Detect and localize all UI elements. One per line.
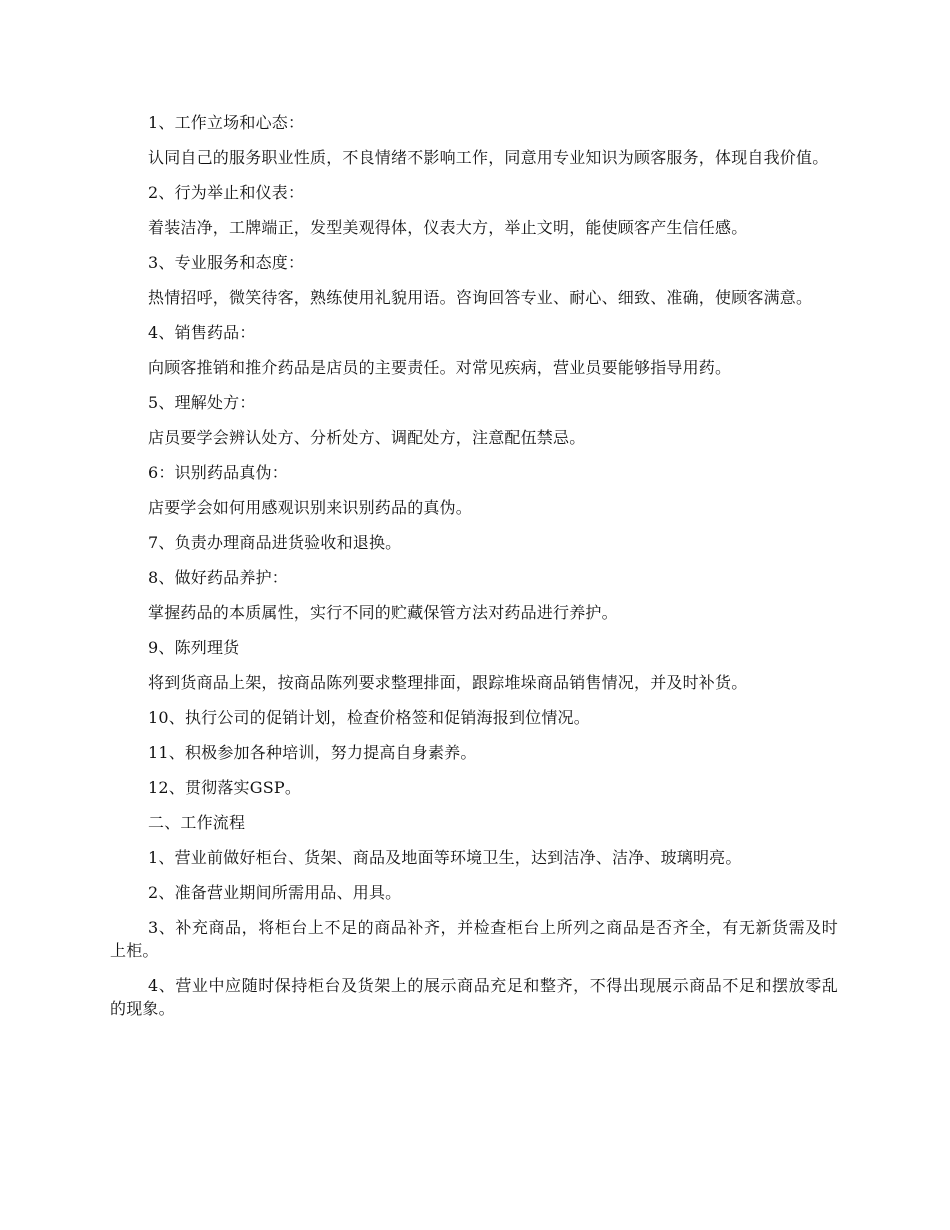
section-heading: 二、工作流程: [148, 813, 246, 832]
paragraph: 9、陈列理货: [148, 638, 240, 657]
paragraph: 3、专业服务和态度：: [148, 253, 305, 272]
paragraph: 着装洁净，工牌端正，发型美观得体，仪表大方，举止文明，能使顾客产生信任感。: [148, 218, 748, 237]
paragraph: 店员要学会辨认处方、分析处方、调配处方，注意配伍禁忌。: [148, 428, 586, 447]
paragraph: 11、积极参加各种培训，努力提高自身素养。: [148, 743, 477, 762]
paragraph: 7、负责办理商品进货验收和退换。: [148, 533, 402, 552]
paragraph: 将到货商品上架，按商品陈列要求整理排面，跟踪堆垛商品销售情况，并及时补货。: [148, 673, 748, 692]
paragraph: 认同自己的服务职业性质，不良情绪不影响工作，同意用专业知识为顾客服务，体现自我价值。: [148, 148, 829, 167]
document-body: [110, 111, 838, 1032]
paragraph: 1、工作立场和心态：: [148, 113, 305, 132]
paragraph: 2、准备营业期间所需用品、用具。: [148, 883, 402, 902]
paragraph: 12、贯彻落实GSP。: [148, 778, 302, 797]
paragraph: 8、做好药品养护：: [148, 568, 288, 587]
paragraph: 10、执行公司的促销计划，检查价格签和促销海报到位情况。: [148, 708, 590, 727]
paragraph: 4、销售药品：: [148, 323, 256, 342]
paragraph: 5、理解处方：: [148, 393, 256, 412]
paragraph: 2、行为举止和仪表：: [148, 183, 305, 202]
paragraph: 1、营业前做好柜台、货架、商品及地面等环境卫生，达到洁净、洁净、玻璃明亮。: [148, 848, 742, 867]
paragraph: 热情招呼，微笑待客，熟练使用礼貌用语。咨询回答专业、耐心、细致、准确，使顾客满意。: [148, 288, 813, 307]
paragraph: 向顾客推销和推介药品是店员的主要责任。对常见疾病，营业员要能够指导用药。: [148, 358, 732, 377]
paragraph: 6：识别药品真伪：: [148, 463, 288, 482]
paragraph: 4、营业中应随时保持柜台及货架上的展示商品充足和整齐，不得出现展示商品不足和摆放零乱的现象。: [110, 976, 838, 1018]
paragraph: 店要学会如何用感观识别来识别药品的真伪。: [148, 498, 473, 517]
paragraph: 掌握药品的本质属性，实行不同的贮藏保管方法对药品进行养护。: [148, 603, 618, 622]
paragraph: 3、补充商品，将柜台上不足的商品补齐，并检查柜台上所列之商品是否齐全，有无新货需及时上柜。: [110, 918, 838, 960]
